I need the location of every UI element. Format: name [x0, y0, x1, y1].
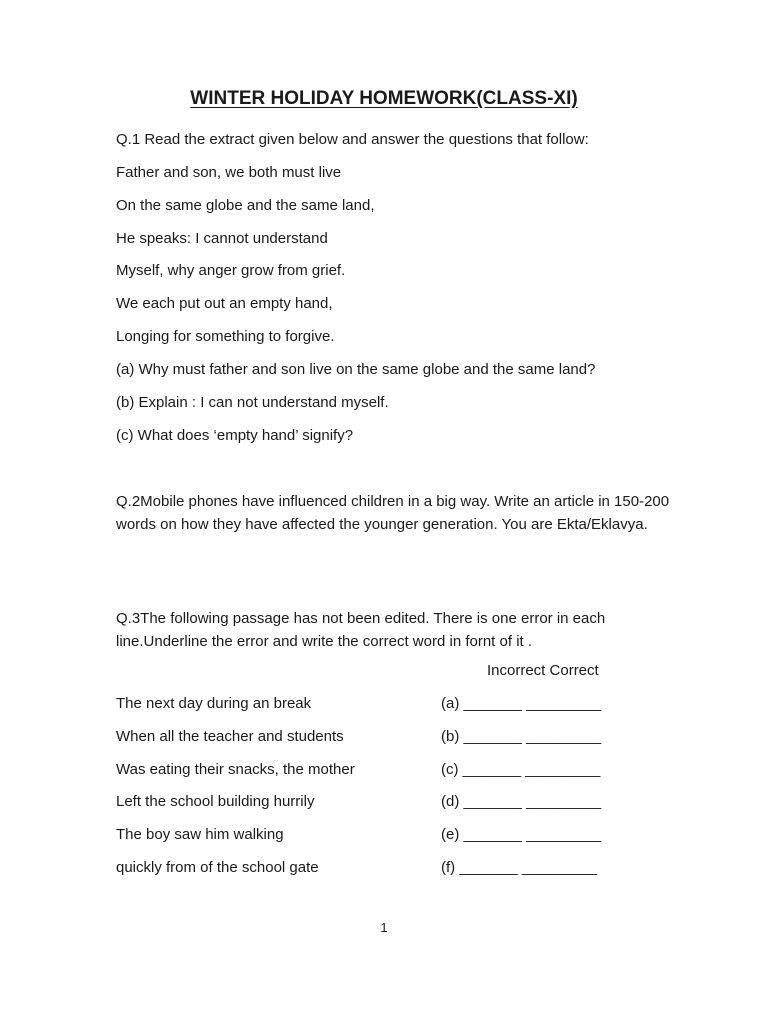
q1-question-a: (a) Why must father and son live on the same globe and the same land?: [116, 361, 596, 378]
q2-text: Q.2Mobile phones have influenced children in a big way. Write an article in 150-200 words on how they have affected the younger generation. You are Ekta/Eklavya.: [116, 493, 670, 533]
poem-line: He speaks: I cannot understand: [116, 230, 328, 247]
q3-column-header: Incorrect Correct: [487, 662, 599, 679]
q3-answer-blank: (e) _______ _________: [441, 826, 602, 843]
page-number: 1: [380, 920, 388, 935]
q3-sentence: Left the school building hurrily: [116, 793, 315, 810]
q3-text: Q.3The following passage has not been edited. There is one error in each line.Underline the error and write the correct word in fornt of it .: [116, 610, 606, 650]
q3-sentence: Was eating their snacks, the mother: [116, 761, 355, 778]
q3-sentence: quickly from of the school gate: [116, 859, 319, 876]
poem-line: Father and son, we both must live: [116, 164, 342, 181]
q3-sentence: The next day during an break: [116, 695, 312, 712]
poem-line: Longing for something to forgive.: [116, 328, 335, 345]
poem-line: On the same globe and the same land,: [116, 197, 375, 214]
q1-question-b: (b) Explain : I can not understand myself.: [116, 394, 389, 411]
q1-question-c: (c) What does ‘empty hand’ signify?: [116, 427, 354, 444]
q3-sentence: The boy saw him walking: [116, 826, 284, 843]
poem-line: Myself, why anger grow from grief.: [116, 262, 346, 279]
q3-sentence: When all the teacher and students: [116, 728, 344, 745]
poem-line: We each put out an empty hand,: [116, 295, 333, 312]
page-title: WINTER HOLIDAY HOMEWORK(CLASS-XI): [190, 88, 578, 109]
q3-answer-blank: (f) _______ _________: [441, 859, 597, 876]
q3-answer-blank: (d) _______ _________: [441, 793, 602, 810]
q1-prompt: Q.1 Read the extract given below and answer the questions that follow:: [116, 131, 589, 148]
q3-answer-blank: (b) _______ _________: [441, 728, 602, 745]
q3-answer-blank: (a) _______ _________: [441, 695, 602, 712]
q3-answer-blank: (c) _______ _________: [441, 761, 601, 778]
